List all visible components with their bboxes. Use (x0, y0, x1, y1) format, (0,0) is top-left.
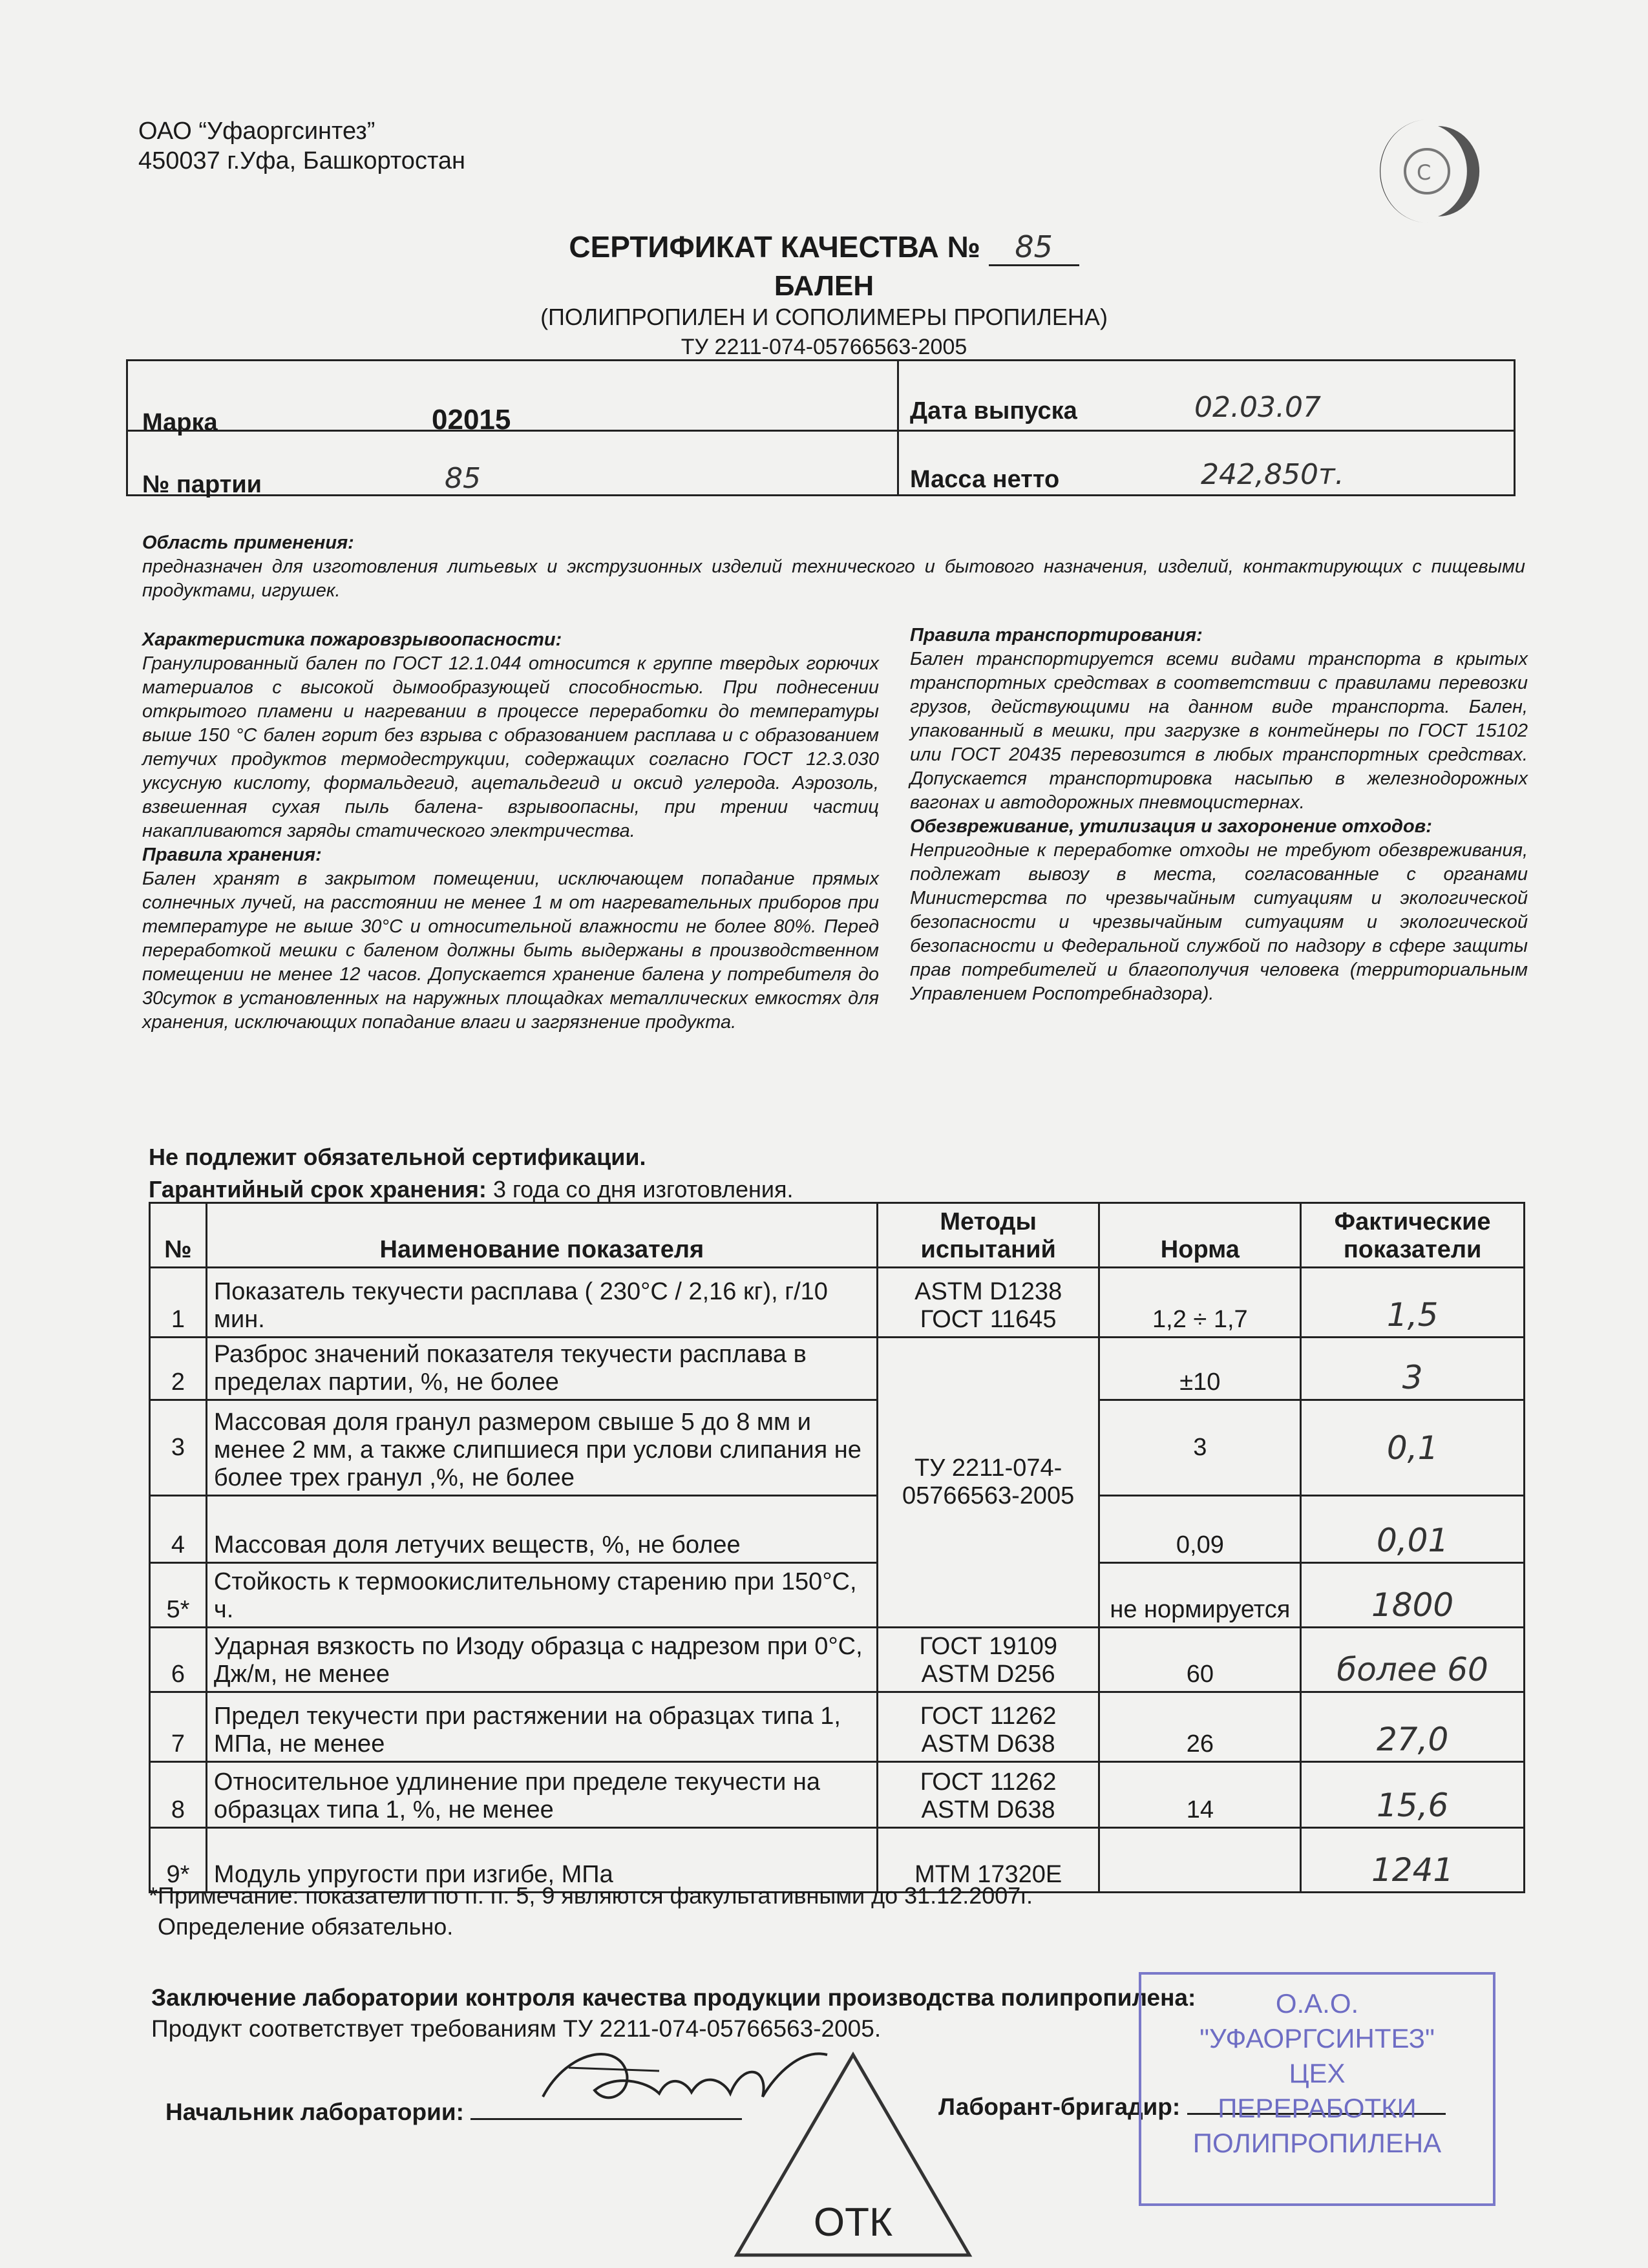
row-actual: 1800 (1301, 1563, 1525, 1628)
company-logo-icon (1377, 110, 1480, 233)
row-num: 6 (150, 1628, 207, 1692)
row-name: Ударная вязкость по Изоду образца с надрезом при 0°С, Дж/м, не менее (206, 1628, 877, 1692)
col-header-norm: Норма (1099, 1203, 1301, 1268)
row-name: Предел текучести при растяжении на образцах типа 1, МПа, не менее (206, 1692, 877, 1762)
row-norm: не нормируется (1099, 1563, 1301, 1628)
application-title: Область применения: (142, 532, 354, 553)
fire-title: Характеристика пожаровзрывоопасности: (142, 629, 562, 650)
company-block (138, 116, 465, 176)
mass-value: 242,850т. (1201, 458, 1344, 491)
storage-text: Бален хранят в закрытом помещении, исключающем попадание прямых солнечных лучей, на расстоянии не менее 1 м от нагревательных приборов при температуре не выше 30°С и относительной влажности не более 80%. Перед переработкой мешки с баленом должны быть выдержаны в производственном помещении не менее 12 часов. Допускается хранение балена у потребителя до 30суток в установленных на наружных площадках металлических емкостях для хранения, исключающих попадание влаги и загрязнение продукта. (142, 868, 879, 1033)
row-method: ГОСТ 11262 ASTM D638 (877, 1692, 1099, 1762)
row-method: МТМ 17320Е (877, 1828, 1099, 1893)
footnote-line-1: *Примечание: показатели по п. п. 5, 9 являются факультативными до 31.12.2007г. (149, 1882, 1033, 1909)
row-name: Массовая доля гранул размером свыше 5 до 8 мм и менее 2 мм, а также слипшиеся при услови слипания не более трех гранул ,%, не более (206, 1400, 877, 1496)
row-num: 1 (150, 1268, 207, 1338)
svg-text:С: С (1417, 160, 1431, 185)
row-num: 8 (150, 1762, 207, 1828)
row-method: ASTM D1238 ГОСТ 11645 (877, 1268, 1099, 1338)
table-row (150, 1628, 1525, 1692)
row-name: Разброс значений показателя текучести расплава в пределах партии, %, не более (206, 1338, 877, 1400)
row-name: Массовая доля летучих веществ, %, не более (206, 1496, 877, 1563)
fire-text: Гранулированный бален по ГОСТ 12.1.044 относится к группе твердых горючих материалов с высокой дымообразующей способностью. При поднесении открытого пламени и нагревании в процессе переработки до температуры выше 150 °С бален горит без взрыва с образованием расплава и с образованием летучих продуктов термодеструкции, содержащих согласно ГОСТ 12.3.030 уксусную кислоту, формальдегид, ацетальдегид и оксид углерода. Аэрозоль, взвешенная сухая пыль балена- взрывоопасны, при трении частиц накапливаются заряды статического электричества. (142, 653, 879, 841)
date-value: 02.03.07 (1194, 391, 1321, 424)
department-stamp (1139, 1972, 1495, 2206)
company-name: ОАО “Уфаоргсинтез” (138, 118, 375, 145)
row-actual: 15,6 (1301, 1762, 1525, 1828)
col-header-num: № (150, 1203, 207, 1268)
company-address: 450037 г.Уфа, Башкортостан (138, 147, 466, 174)
lab-foreman-label: Лаборант-бригадир: (938, 2094, 1181, 2120)
otk-label: ОТК (813, 2200, 893, 2245)
title-prefix: СЕРТИФИКАТ КАЧЕСТВА № (569, 230, 980, 264)
row-actual: 0,1 (1301, 1400, 1525, 1496)
certificate-title (0, 229, 1648, 266)
col-header-actual: Фактические показатели (1301, 1203, 1525, 1268)
no-certification-note: Не подлежит обязательной сертификации. (149, 1144, 646, 1170)
footnote-line-2: Определение обязательно. (158, 1913, 454, 1940)
footnote (149, 1880, 1033, 1942)
col-header-name: Наименование показателя (206, 1203, 877, 1268)
row-norm: 1,2 ÷ 1,7 (1099, 1268, 1301, 1338)
stamp-line: О.А.О. (1275, 1988, 1359, 2019)
stamp-line: ПЕРЕРАБОТКИ (1218, 2093, 1417, 2123)
application-section (142, 531, 1525, 603)
product-name: БАЛЕН (774, 270, 874, 302)
table-row (150, 1692, 1525, 1762)
row-num: 5* (150, 1563, 207, 1628)
mass-label: Масса нетто (910, 466, 1060, 493)
row-actual: 27,0 (1301, 1692, 1525, 1762)
left-column (142, 628, 879, 1034)
row-actual: 1,5 (1301, 1268, 1525, 1338)
product-spec: ТУ 2211-074-05766563-2005 (681, 335, 967, 359)
transport-title: Правила транспортирования: (910, 625, 1203, 646)
row-method: ГОСТ 11262 ASTM D638 (877, 1762, 1099, 1828)
row-norm: 14 (1099, 1762, 1301, 1828)
table-row (150, 1762, 1525, 1828)
row-actual: 3 (1301, 1338, 1525, 1400)
conclusion-text: Продукт соответствует требованиям ТУ 2211-074-05766563-2005. (151, 2015, 882, 2042)
date-label: Дата выпуска (910, 397, 1077, 425)
parameters-table (149, 1202, 1525, 1893)
warranty-value: 3 года со дня изготовления. (492, 1176, 794, 1202)
row-norm: 26 (1099, 1692, 1301, 1762)
right-column (910, 624, 1528, 1006)
storage-title: Правила хранения: (142, 845, 322, 865)
row-norm (1099, 1828, 1301, 1893)
row-name: Стойкость к термоокислительному старению при 150°С, ч. (206, 1563, 877, 1628)
table-row (150, 1496, 1525, 1563)
row-num: 3 (150, 1400, 207, 1496)
info-table (126, 359, 1516, 496)
warranty-note (149, 1176, 793, 1203)
row-num: 7 (150, 1692, 207, 1762)
table-row (150, 1338, 1525, 1400)
waste-title: Обезвреживание, утилизация и захоронение отходов: (910, 816, 1432, 837)
row-actual: 0,01 (1301, 1496, 1525, 1563)
batch-value: 85 (445, 462, 481, 495)
table-row (150, 1563, 1525, 1628)
table-row (150, 1400, 1525, 1496)
brand-value: 02015 (432, 404, 511, 436)
row-num: 4 (150, 1496, 207, 1563)
row-norm: 3 (1099, 1400, 1301, 1496)
product-description: (ПОЛИПРОПИЛЕН И СОПОЛИМЕРЫ ПРОПИЛЕНА) (540, 304, 1108, 330)
row-name: Модуль упругости при изгибе, МПа (206, 1828, 877, 1893)
stamp-line: ЦЕХ (1289, 2058, 1346, 2088)
batch-label: № партии (142, 471, 262, 498)
waste-text: Непригодные к переработке отходы не требуют обезвреживания, подлежат вывозу в места, согласованные с органами Министерства по чрезвычайным ситуациям и экологической безопасности и чрезвычайным ситуациям и экологической безопасности и Федеральной службой по надзору в сфере защиты прав потребителей и благополучия человека (территориальным Управлением Роспотребнадзора). (910, 840, 1528, 1004)
transport-text: Бален транспортируется всеми видами транспорта в крытых транспортных средствах в соответствии с правилами перевозки грузов, действующими на данном виде транспорта. Бален, упакованный в мешки, при загрузке в контейнеры по ГОСТ 15102 или ГОСТ 20435 перевозится в любых транспортных средствах. Допускается транспортировка насыпью в железнодорожных вагонах и автодорожных пневмоцистернах. (910, 649, 1528, 813)
table-row (150, 1268, 1525, 1338)
row-name: Относительное удлинение при пределе текучести на образцах типа 1, %, не менее (206, 1762, 877, 1828)
stamp-line: ПОЛИПРОПИЛЕНА (1192, 2128, 1442, 2158)
stamp-line: "УФАОРГСИНТЕЗ" (1199, 2023, 1435, 2053)
certificate-number: 85 (989, 229, 1079, 266)
row-norm: ±10 (1099, 1338, 1301, 1400)
row-name: Показатель текучести расплава ( 230°С / 2,16 кг), г/10 мин. (206, 1268, 877, 1338)
brand-label: Марка (142, 409, 218, 436)
warranty-label: Гарантийный срок хранения: (149, 1176, 487, 1202)
lab-head-label: Начальник лаборатории: (165, 2099, 464, 2125)
row-num: 2 (150, 1338, 207, 1400)
col-header-method: Методы испытаний (877, 1203, 1099, 1268)
conclusion-title: Заключение лаборатории контроля качества продукции производства полипропилена: (151, 1984, 1196, 2011)
row-num: 9* (150, 1828, 207, 1893)
row-norm: 60 (1099, 1628, 1301, 1692)
row-actual: более 60 (1301, 1628, 1525, 1692)
row-norm: 0,09 (1099, 1496, 1301, 1563)
row-actual: 1241 (1301, 1828, 1525, 1893)
row-method: ГОСТ 19109 ASTM D256 (877, 1628, 1099, 1692)
application-text: предназначен для изготовления литьевых и экструзионных изделий технического и бытового назначения, изделий, контактирующих с пищевыми продуктами, игрушек. (142, 556, 1525, 601)
row-method: ТУ 2211-074-05766563-2005 (877, 1338, 1099, 1628)
otk-triangle-stamp (730, 2048, 976, 2262)
